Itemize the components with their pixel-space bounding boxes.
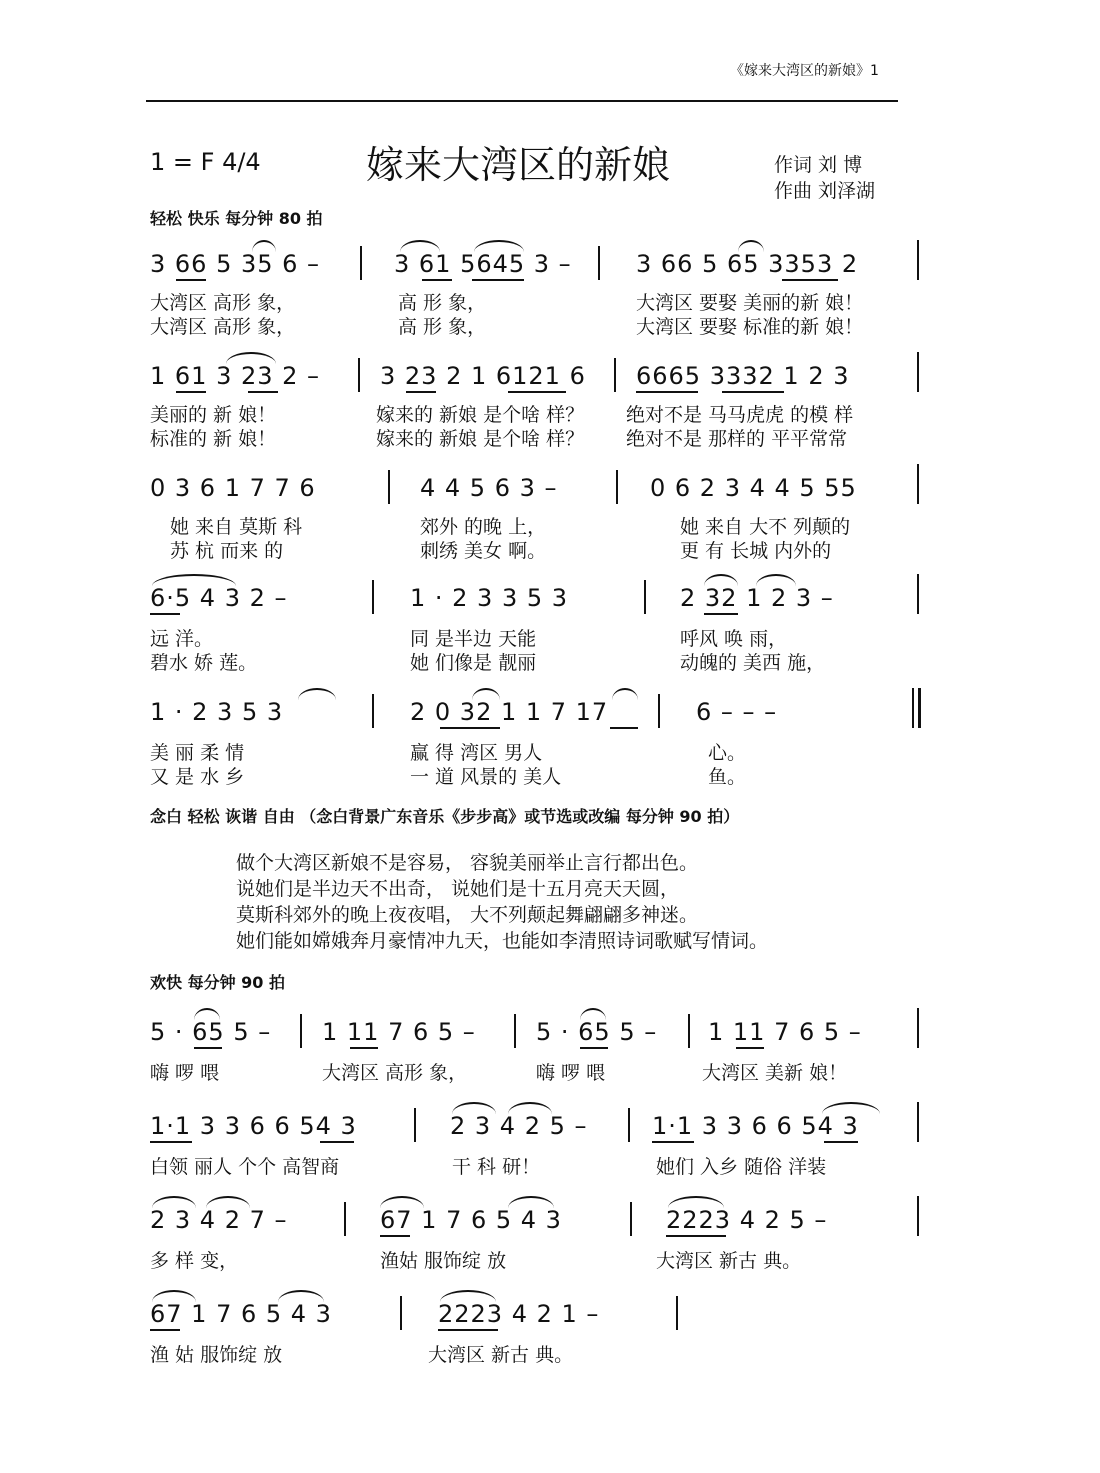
barline [372, 694, 374, 728]
barline [614, 358, 616, 392]
lyrics-s2-m2-v1: 嫁来的 新娘 是个啥 样？ [376, 404, 585, 426]
notes-s3-m1: 0 3 6 1 7 7 6 [150, 474, 316, 502]
beam [150, 613, 180, 615]
slur [580, 1008, 606, 1020]
barline [628, 1108, 630, 1142]
beam [406, 391, 436, 393]
beam [704, 613, 738, 615]
barline [917, 464, 919, 504]
lyrics-s4-m3-v1: 呼风 唤 雨， [680, 628, 788, 650]
lyricist-credit: 作词 刘 博 [774, 154, 863, 176]
notes-p2s3-m1: 2 3 4 2 7 – [150, 1206, 288, 1234]
beam [666, 1235, 726, 1237]
beam [736, 1047, 764, 1049]
notes-p2s1-m3: 5 · 65 5 – [536, 1018, 658, 1046]
lyrics-s4-m1-v2: 碧水 娇 莲。 [150, 652, 258, 674]
slur [738, 240, 764, 252]
barline [688, 1014, 690, 1048]
recitation-line: 莫斯科郊外的晚上夜夜唱， 大不列颠起舞翩翩多神迷。 [236, 904, 699, 926]
lyrics-p2s1-m1: 嗨 啰 喂 [150, 1062, 220, 1084]
beam [150, 1141, 192, 1143]
slur [704, 574, 738, 586]
lyrics-s2-m1-v1: 美丽的 新 娘！ [150, 404, 277, 426]
running-title: 《嫁来大湾区的新娘》1 [730, 63, 879, 79]
notes-s5-m2: 2 0 32 1 1 7 17 [410, 698, 609, 726]
barline [358, 358, 360, 392]
header-rule [146, 100, 898, 102]
beam [320, 1141, 354, 1143]
slur [252, 240, 276, 252]
barline [616, 470, 618, 504]
slur [152, 1196, 196, 1208]
barline [598, 246, 600, 280]
beam [176, 391, 206, 393]
lyrics-p2s1-m4: 大湾区 美新 娘！ [702, 1062, 848, 1084]
barline [400, 1296, 402, 1330]
lyrics-s1-m2-v2: 高 形 象， [398, 316, 487, 338]
lyrics-s3-m3-v1: 她 来自 大不 列颠的 [680, 516, 851, 538]
slur [452, 1102, 496, 1114]
barline [344, 1202, 346, 1236]
slur [278, 1290, 324, 1302]
notes-p2s4-m1: 67 1 7 6 5 4 3 [150, 1300, 332, 1328]
lyrics-s3-m3-v2: 更 有 长城 内外的 [680, 540, 832, 562]
beam [472, 279, 524, 281]
recitation-heading: 念白 轻松 诙谐 自由 （念白背景广东音乐《步步高》或节选或改编 每分钟 90 拍） [150, 807, 740, 826]
lyrics-s1-m2-v1: 高 形 象， [398, 292, 487, 314]
notes-s3-m3: 0 6 2 3 4 4 5 55 [650, 474, 857, 502]
recitation-line: 做个大湾区新娘不是容易， 容貌美丽举止言行都出色。 [236, 852, 699, 874]
slur [152, 574, 236, 586]
lyrics-s4-m3-v2: 动魄的 美西 施， [680, 652, 826, 674]
barline [658, 694, 660, 728]
lyrics-p2s2-m2: 干 科 研！ [452, 1156, 541, 1178]
lyrics-p2s1-m2: 大湾区 高形 象， [322, 1062, 468, 1084]
slur [298, 688, 336, 700]
lyrics-s1-m1-v2: 大湾区 高形 象， [150, 316, 296, 338]
beam [580, 1047, 608, 1049]
lyrics-s1-m1-v1: 大湾区 高形 象， [150, 292, 296, 314]
notes-s1-m2: 3 61 5645 3 – [394, 250, 572, 278]
barline [917, 1196, 919, 1236]
barline [917, 574, 919, 614]
notes-p2s2-m1: 1·1 3 3 6 6 54 3 [150, 1112, 357, 1140]
final-barline-thick [918, 688, 921, 728]
barline [360, 246, 362, 280]
notes-s5-m1: 1 · 2 3 5 3 [150, 698, 284, 726]
beam [350, 1047, 378, 1049]
key-signature: 1 = F 4/4 [150, 148, 261, 176]
lyrics-s5-m3-v2: 鱼。 [708, 766, 747, 788]
beam [610, 727, 638, 729]
lyrics-p2s2-m1: 白领 丽人 个个 高智商 [150, 1156, 340, 1178]
barline [676, 1296, 678, 1330]
lyrics-s5-m1-v1: 美 丽 柔 情 [150, 742, 245, 764]
slur [194, 1008, 220, 1020]
notes-p2s4-m2: 2223 4 2 1 – [438, 1300, 600, 1328]
notes-s1-m1: 3 66 5 35 6 – [150, 250, 321, 278]
lyrics-s4-m2-v2: 她 们像是 靓丽 [410, 652, 537, 674]
lyrics-s5-m1-v2: 又 是 水 乡 [150, 766, 245, 788]
notes-p2s1-m1: 5 · 65 5 – [150, 1018, 272, 1046]
beam [150, 1329, 180, 1331]
lyrics-s3-m2-v1: 郊外 的晚 上， [420, 516, 547, 538]
lyrics-p2s1-m3: 嗨 啰 喂 [536, 1062, 606, 1084]
lyrics-s3-m2-v2: 刺绣 美女 啊。 [420, 540, 547, 562]
slur [612, 688, 638, 700]
notes-p2s2-m2: 2 3 4 2 5 – [450, 1112, 588, 1140]
lyrics-p2s4-m1: 渔 姑 服饰绽 放 [150, 1344, 283, 1366]
lyrics-s2-m3-v2: 绝对不是 那样的 平平常常 [626, 428, 848, 450]
lyrics-s4-m2-v1: 同 是半边 天能 [410, 628, 537, 650]
notes-s5-m3: 6 – – – [696, 698, 778, 726]
barline [630, 1202, 632, 1236]
beam [722, 391, 784, 393]
slur [152, 1290, 196, 1302]
lyrics-s2-m3-v1: 绝对不是 马马虎虎 的模 样 [626, 404, 854, 426]
slur [508, 1196, 554, 1208]
composer-credit: 作曲 刘泽湖 [774, 180, 876, 202]
beam [422, 279, 452, 281]
notes-s4-m1: 6·5 4 3 2 – [150, 584, 288, 612]
slur [226, 352, 276, 364]
lyrics-s4-m1-v1: 远 洋。 [150, 628, 214, 650]
lyrics-p2s3-m1: 多 样 变， [150, 1250, 239, 1272]
slur [380, 1196, 424, 1208]
lyrics-s3-m1-v1: 她 来自 莫斯 科 [170, 516, 303, 538]
barline [917, 1008, 919, 1048]
beam [824, 1141, 858, 1143]
recitation-line: 她们能如嫦娥奔月豪情冲九天，也能如李清照诗词歌赋写情词。 [236, 930, 769, 952]
lyrics-s5-m3-v1: 心。 [708, 742, 747, 764]
barline [414, 1108, 416, 1142]
beam [438, 1329, 498, 1331]
beam [652, 1141, 694, 1143]
beam [508, 391, 566, 393]
barline [917, 352, 919, 392]
beam [636, 391, 698, 393]
slur [822, 1102, 880, 1114]
slur [508, 1102, 552, 1114]
lyrics-s3-m1-v2: 苏 杭 而来 的 [170, 540, 284, 562]
tempo-marking: 轻松 快乐 每分钟 80 拍 [150, 209, 323, 228]
recitation-line: 说她们是半边天不出奇， 说她们是十五月亮天天圆， [236, 878, 680, 900]
beam [440, 727, 500, 729]
notes-s2-m2: 3 23 2 1 6121 6 [380, 362, 586, 390]
beam [176, 279, 206, 281]
barline [514, 1014, 516, 1048]
song-title: 嫁来大湾区的新娘 [366, 143, 671, 187]
notes-p2s3-m3: 2223 4 2 5 – [666, 1206, 828, 1234]
barline [388, 470, 390, 504]
beam [248, 391, 278, 393]
beam [194, 1047, 222, 1049]
notes-s2-m3: 6665 3332 1 2 3 [636, 362, 850, 390]
slur [756, 574, 796, 586]
barline [372, 580, 374, 614]
lyrics-p2s2-m3: 她们 入乡 随俗 洋装 [656, 1156, 827, 1178]
notes-s4-m3: 2 32 1 2 3 – [680, 584, 834, 612]
beam [380, 1235, 410, 1237]
notes-s4-m2: 1 · 2 3 3 5 3 [410, 584, 569, 612]
lyrics-s5-m2-v1: 赢 得 湾区 男人 [410, 742, 543, 764]
lyrics-s1-m3-v1: 大湾区 要娶 美丽的新 娘！ [636, 292, 864, 314]
notes-s2-m1: 1 61 3 23 2 – [150, 362, 321, 390]
beam [782, 279, 838, 281]
final-barline-thin [912, 688, 914, 728]
lyrics-s2-m2-v2: 嫁来的 新娘 是个啥 样？ [376, 428, 585, 450]
lyrics-s2-m1-v2: 标准的 新 娘！ [150, 428, 277, 450]
notes-p2s2-m3: 1·1 3 3 6 6 54 3 [652, 1112, 859, 1140]
slur [400, 240, 440, 252]
notes-s1-m3: 3 66 5 65 3353 2 [636, 250, 859, 278]
lyrics-s1-m3-v2: 大湾区 要娶 标准的新 娘！ [636, 316, 864, 338]
slur [472, 688, 500, 700]
lyrics-p2s4-m2: 大湾区 新古 典。 [428, 1344, 574, 1366]
tempo-marking-2: 欢快 每分钟 90 拍 [150, 973, 285, 992]
lyrics-p2s3-m3: 大湾区 新古 典。 [656, 1250, 802, 1272]
barline [300, 1014, 302, 1048]
notes-p2s1-m2: 1 11 7 6 5 – [322, 1018, 476, 1046]
slur [668, 1196, 724, 1208]
lyrics-p2s3-m2: 渔姑 服饰绽 放 [380, 1250, 507, 1272]
barline [644, 580, 646, 614]
slur [206, 1196, 250, 1208]
barline [917, 240, 919, 280]
notes-p2s1-m4: 1 11 7 6 5 – [708, 1018, 862, 1046]
slur [474, 240, 524, 252]
notes-p2s3-m2: 67 1 7 6 5 4 3 [380, 1206, 562, 1234]
lyrics-s5-m2-v2: 一 道 风景的 美人 [410, 766, 562, 788]
notes-s3-m2: 4 4 5 6 3 – [420, 474, 558, 502]
barline [917, 1102, 919, 1142]
slur [440, 1290, 496, 1302]
